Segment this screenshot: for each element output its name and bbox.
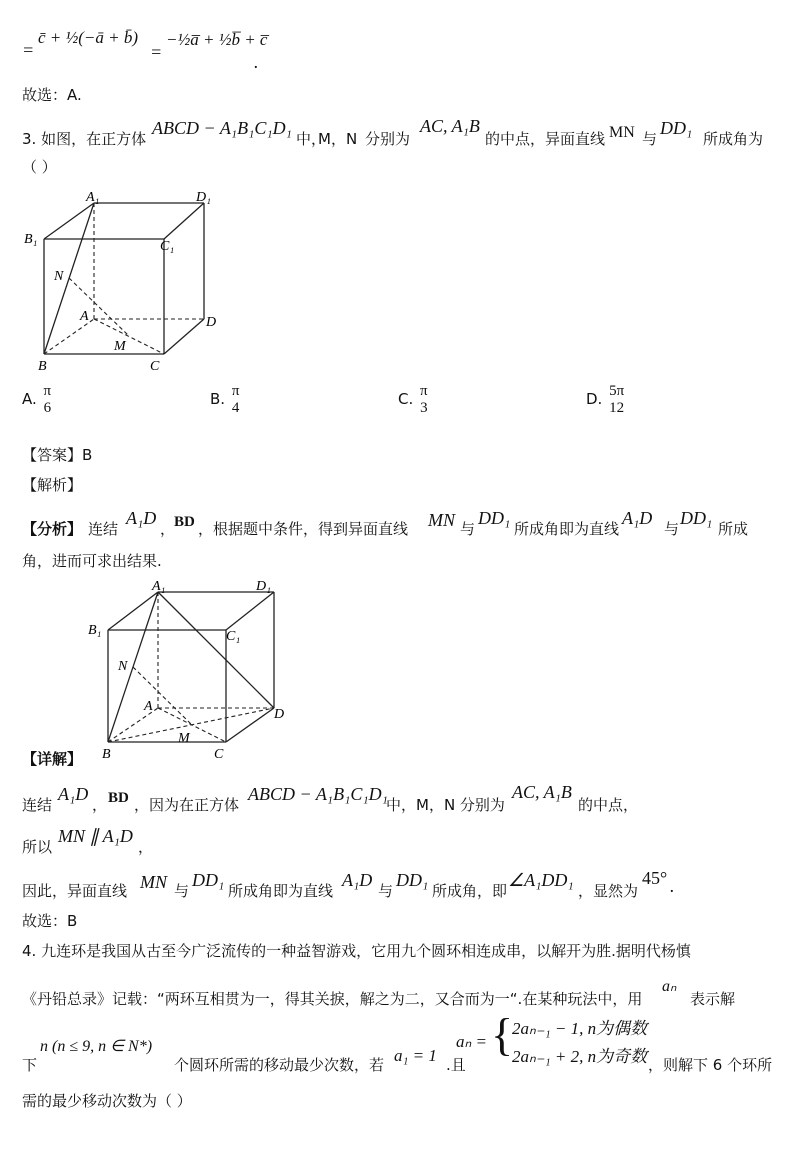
top-formula-eq: =	[22, 40, 35, 60]
option-d[interactable]	[586, 384, 626, 416]
option-c-den: 3	[420, 400, 428, 416]
detail-l3-a: 因此，异面直线	[22, 882, 128, 900]
fig2-label-b: B	[102, 747, 111, 762]
analysis-dd1: DD₁	[478, 508, 511, 528]
q4-line3-a: 下	[22, 1056, 38, 1074]
fig2-label-a: A	[144, 699, 153, 714]
detail-l3-c: 与	[174, 882, 190, 900]
answer-label: 【答案】B	[22, 446, 93, 464]
q3-text-c: 分别为	[365, 130, 411, 148]
option-c-label: C.	[398, 390, 414, 408]
detail-l3-j: ∠A₁DD₁	[508, 870, 574, 890]
q4-line3-d: ，则解下 6 个环所	[648, 1056, 773, 1074]
detail-l1-f: ABCD − A₁B₁C₁D₁	[248, 784, 388, 804]
q3-text-b: 中，	[296, 130, 327, 148]
option-a-label: A.	[22, 390, 37, 408]
fig1-label-c: C	[150, 359, 160, 374]
detail-l1-h: AC, A₁B	[512, 782, 572, 802]
fig2-label-b1: B₁	[88, 623, 102, 638]
option-d-den: 12	[609, 400, 625, 416]
analysis-t6: 与	[664, 520, 680, 538]
option-c[interactable]	[398, 384, 430, 416]
option-a[interactable]	[22, 384, 53, 416]
q3-text-a: 3. 如图，在正方体	[22, 130, 147, 148]
fig1-label-d1: D₁	[196, 190, 211, 205]
analysis-t4: 与	[460, 520, 476, 538]
analysis-bd: BD	[174, 514, 195, 530]
detail-l1-i: 的中点，	[578, 796, 639, 814]
q3-paren: （ ）	[22, 158, 57, 176]
analysis-title: 【解析】	[22, 476, 83, 494]
detail-l3-h: DD₁	[396, 870, 429, 890]
option-c-num: π	[420, 383, 428, 399]
fig1-label-b1: B₁	[24, 232, 38, 247]
analysis-t2: ，	[160, 520, 176, 538]
q4-an: aₙ	[662, 978, 677, 995]
detail-l3-d: DD₁	[192, 870, 225, 890]
q3-cube-name: ABCD − A₁B₁C₁D₁	[152, 118, 292, 138]
detail-l1-a: 连结	[22, 796, 53, 814]
detail-l1-e: ，因为在正方体	[134, 796, 240, 814]
detail-l2-c: ，	[138, 838, 154, 856]
analysis-t5: 所成角即为直线	[514, 520, 620, 538]
q4-line2-a: 《丹铅总录》记载：“两环互相贯为一，得其关捩，解之为二，又合而为一“.在某种玩法中，用	[22, 990, 643, 1008]
analysis-t1: 连结	[88, 520, 119, 538]
q4-cond: n (n ≤ 9, n ∈ N*)	[40, 1038, 153, 1055]
detail-l3-f: A₁D	[342, 870, 373, 890]
fig1-label-c1: C₁	[160, 239, 175, 254]
q4-a1: a₁ = 1	[394, 1046, 437, 1065]
cube-figure-2	[86, 576, 296, 766]
option-b-num: π	[231, 383, 240, 399]
top-formula-expr2: −½a̅ + ½b̅ + c̅	[166, 30, 268, 49]
fig2-label-c1: C₁	[226, 629, 241, 644]
analysis-dd1-2: DD₁	[680, 508, 713, 528]
q3-text-d: 的中点，异面直线	[485, 130, 606, 148]
detail-l1-b: A₁D	[58, 784, 89, 804]
option-d-label: D.	[586, 390, 603, 408]
fig1-label-b: B	[38, 359, 47, 374]
q3-mn-line: MN	[609, 124, 635, 141]
fig2-label-a1: A₁	[152, 579, 166, 594]
cube-figure-1	[20, 188, 230, 374]
detail-l3-i: 所成角，即	[432, 882, 508, 900]
option-a-den: 6	[43, 400, 52, 416]
top-formula-dot: .	[254, 52, 259, 72]
q4-case1: 2aₙ₋₁ − 1, n为偶数	[512, 1019, 648, 1038]
option-b-den: 4	[231, 400, 240, 416]
fig1-label-a: A	[80, 309, 89, 324]
detail-l3-e: 所成角即为直线	[228, 882, 334, 900]
q3-mn: M，N	[318, 130, 358, 148]
detail-l2-b: MN ∥ A₁D	[58, 826, 133, 846]
q3-segs: AC, A₁B	[420, 116, 480, 136]
analysis-tag: 【分析】	[22, 520, 83, 538]
analysis-t7: 所成	[718, 520, 749, 538]
analysis-mn: MN	[428, 510, 455, 530]
q4-line2-b: 表示解	[690, 990, 736, 1008]
fig2-label-n: N	[118, 659, 128, 674]
fig1-label-n: N	[54, 269, 64, 284]
detail-l3-k: ，显然为	[578, 882, 639, 900]
fig1-label-m: M	[114, 339, 126, 354]
analysis-a1d-2: A₁D	[622, 508, 653, 528]
q4-line1: 4. 九连环是我国从古至今广泛流传的一种益智游戏，它用九个圆环相连成串，以解开为胜.据明代杨慎	[22, 942, 691, 960]
fig1-label-d: D	[206, 315, 217, 330]
fig2-label-m: M	[178, 731, 190, 746]
top-formula-eq2: =	[150, 42, 163, 62]
q3-dd1: DD₁	[660, 118, 693, 138]
top-formula-expr1: c̄ + ½(−ā + b̄)	[38, 28, 139, 47]
q3-text-f: 所成角为	[703, 130, 764, 148]
fig1-label-a1: A₁	[86, 190, 100, 205]
q4-brace: {	[491, 1009, 514, 1060]
q4-line4: 需的最少移动次数为（ ）	[22, 1092, 192, 1110]
detail-l1-g: 中，M，N 分别为	[386, 796, 505, 814]
detail-conclusion: 故选：B	[22, 912, 78, 930]
fig2-label-c: C	[214, 747, 224, 762]
detail-l3-b: MN	[140, 872, 167, 892]
analysis-line2: 角，进而可求出结果.	[22, 552, 162, 570]
option-b[interactable]	[210, 384, 241, 416]
detail-l1-c: ，	[92, 796, 108, 814]
q4-an-eq: aₙ =	[456, 1032, 487, 1051]
option-b-label: B.	[210, 390, 226, 408]
q4-line3-c: .且	[446, 1056, 466, 1074]
detail-l3-l: 45°	[642, 868, 668, 888]
detail-l3-g: 与	[378, 882, 394, 900]
analysis-a1d: A₁D	[126, 508, 157, 528]
fig2-label-d: D	[274, 707, 285, 722]
detail-l3-m: .	[670, 876, 675, 896]
q4-line3-b: 个圆环所需的移动最少次数，若	[174, 1056, 385, 1074]
q3-text-e: 与	[642, 130, 658, 148]
analysis-t3: ，根据题中条件，得到异面直线	[198, 520, 409, 538]
detail-l2-a: 所以	[22, 838, 53, 856]
detail-tag: 【详解】	[22, 750, 83, 768]
fig2-label-d1: D₁	[256, 579, 271, 594]
detail-l1-d: BD	[108, 790, 129, 806]
q4-case2: 2aₙ₋₁ + 2, n为奇数	[512, 1047, 648, 1066]
prev-answer: 故选：A.	[22, 86, 82, 104]
option-a-num: π	[43, 383, 52, 399]
option-d-num: 5π	[609, 383, 625, 399]
